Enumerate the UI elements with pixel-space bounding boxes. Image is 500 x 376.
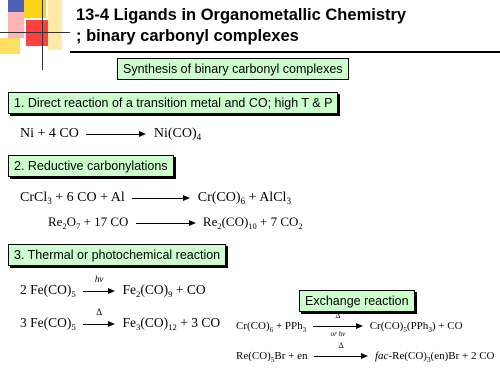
title-line-1: 13-4 Ligands in Organometallic Chemistry [76,6,407,24]
section-3-box [8,244,226,266]
slide-title [76,5,406,47]
equation-fe-thermal: 3 $Fe(CO)_5$ Δ $Fe_3(CO)_{12} + 3$ CO [20,306,221,332]
decorative-square-yellow-small [0,38,20,54]
decorative-square-red [26,20,48,46]
section-3-label: 3. Thermal or photochemical reaction [14,248,221,262]
synthesis-heading-box [117,58,349,80]
equation-cr-exchange: $Cr(CO)_6 + PPh_3$ Δ or hν $Cr(CO)_5(PPh_3)$ + CO [236,311,463,339]
decorative-square-pink [8,12,24,38]
equation-re-exchange: $Re(CO)_5Br$ + en Δ fac-$Re(CO)_3(en)Br + 2$ CO [236,341,495,364]
title-line-2: ; binary carbonyl complexes [76,27,299,45]
decorative-vertical-line [42,0,43,70]
decorative-square-orange [48,0,62,50]
section-1-box [8,92,338,114]
decorative-square-blue [8,0,24,12]
section-2-box [8,155,174,177]
equation-ni: Ni + 4 CO $Ni(CO)_4$ [20,126,202,142]
synthesis-heading: Synthesis of binary carbonyl complexes [123,62,343,76]
exchange-label: Exchange reaction [305,294,409,308]
exchange-box [299,290,415,312]
equation-fe-photo: 2 $Fe(CO)_5$ hν $Fe_2(CO)_9$ + CO [20,273,206,299]
equation-cr: CrCl$_3$ + 6 CO + Al $Cr(CO)_6$ + AlCl$_3$ [20,190,291,206]
title-underline [70,51,500,53]
decorative-horizontal-line [0,32,70,33]
section-1-label: 1. Direct reaction of a transition metal and CO; high T & P [14,96,333,110]
equation-re: $Re_2O_7 + 17$ CO $Re_2(CO)_{10} + 7$ $CO_2$ [48,214,303,231]
section-2-label: 2. Reductive carbonylations [14,159,168,173]
